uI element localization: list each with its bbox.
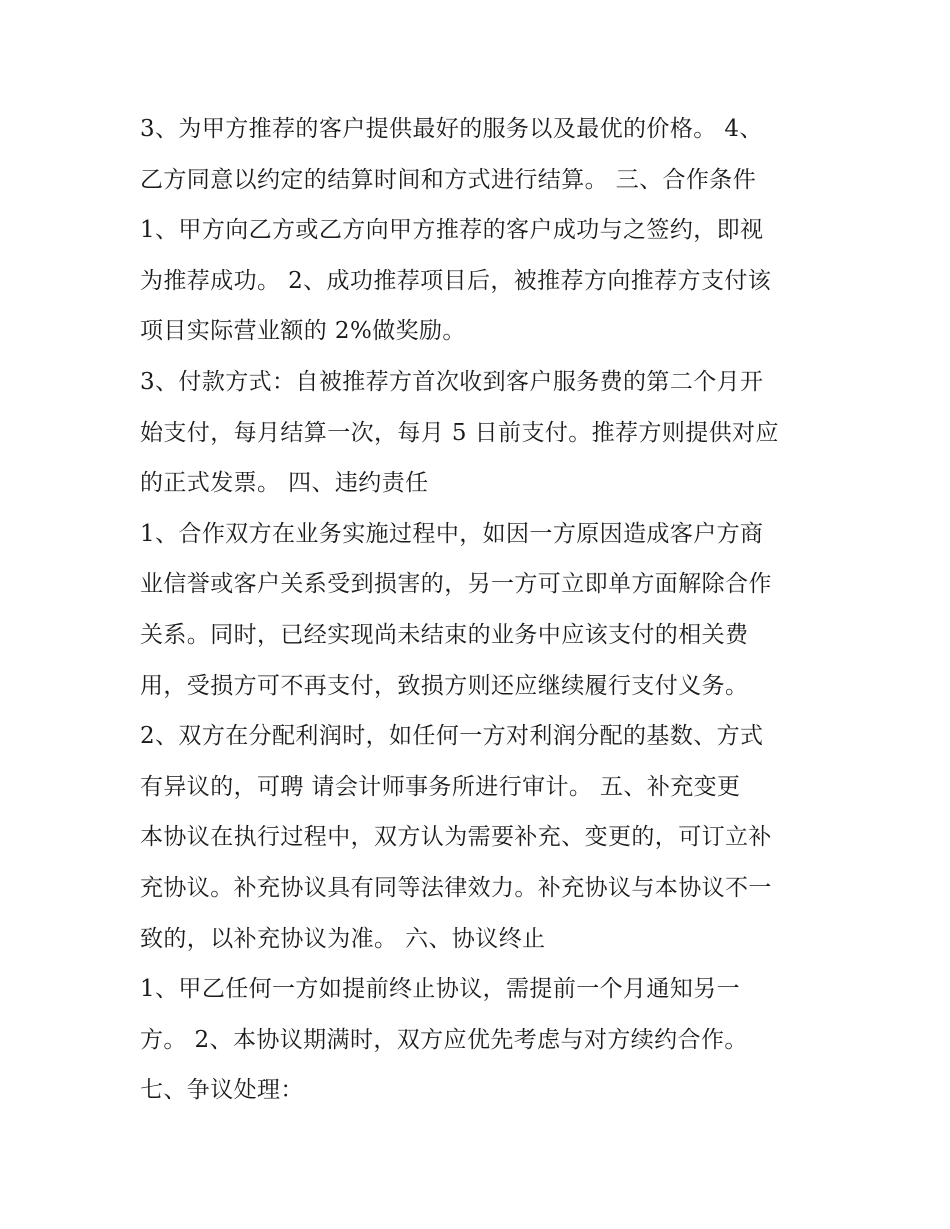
text-line: 致的，以补充协议为准。 六、协议终止	[140, 925, 546, 952]
text-line: 2、双方在分配利润时，如任何一方对利润分配的基数、方式	[140, 723, 764, 750]
text-line: 的正式发票。 四、违约责任	[140, 470, 429, 497]
text-line: 七、争议处理：	[140, 1077, 304, 1104]
text-line: 项目实际营业额的 2%做奖励。	[140, 318, 466, 345]
document-body	[140, 104, 840, 1116]
text-line: 乙方同意以约定的结算时间和方式进行结算。 三、合作条件	[140, 166, 757, 193]
text-line: 有异议的，可聘 请会计师事务所进行审计。 五、补充变更	[140, 773, 741, 800]
text-line: 为推荐成功。 2、成功推荐项目后，被推荐方向推荐方支付该	[140, 267, 772, 294]
text-line: 本协议在执行过程中，双方认为需要补充、变更的，可订立补	[140, 824, 772, 851]
text-line: 业信誉或客户关系受到损害的，另一方可立即单方面解除合作	[140, 571, 772, 598]
text-line: 关系。同时，已经实现尚未结束的业务中应该支付的相关费	[140, 621, 749, 648]
text-line: 1、合作双方在业务实施过程中，如因一方原因造成客户方商	[140, 520, 764, 547]
text-line: 方。 2、本协议期满时，双方应优先考虑与对方续约合作。	[140, 1026, 748, 1053]
text-line: 充协议。补充协议具有同等法律效力。补充协议与本协议不一	[140, 874, 772, 901]
text-line: 3、付款方式：自被推荐方首次收到客户服务费的第二个月开	[140, 368, 764, 395]
text-line: 用，受损方可不再支付，致损方则还应继续履行支付义务。	[140, 672, 749, 699]
text-line: 3、为甲方推荐的客户提供最好的服务以及最优的价格。 4、	[140, 116, 763, 142]
text-line: 1、甲方向乙方或乙方向甲方推荐的客户成功与之签约，即视	[140, 217, 764, 244]
text-line: 1、甲乙任何一方如提前终止协议，需提前一个月通知另一	[140, 976, 741, 1003]
text-line: 始支付，每月结算一次，每月 5 日前支付。推荐方则提供对应	[140, 419, 779, 446]
